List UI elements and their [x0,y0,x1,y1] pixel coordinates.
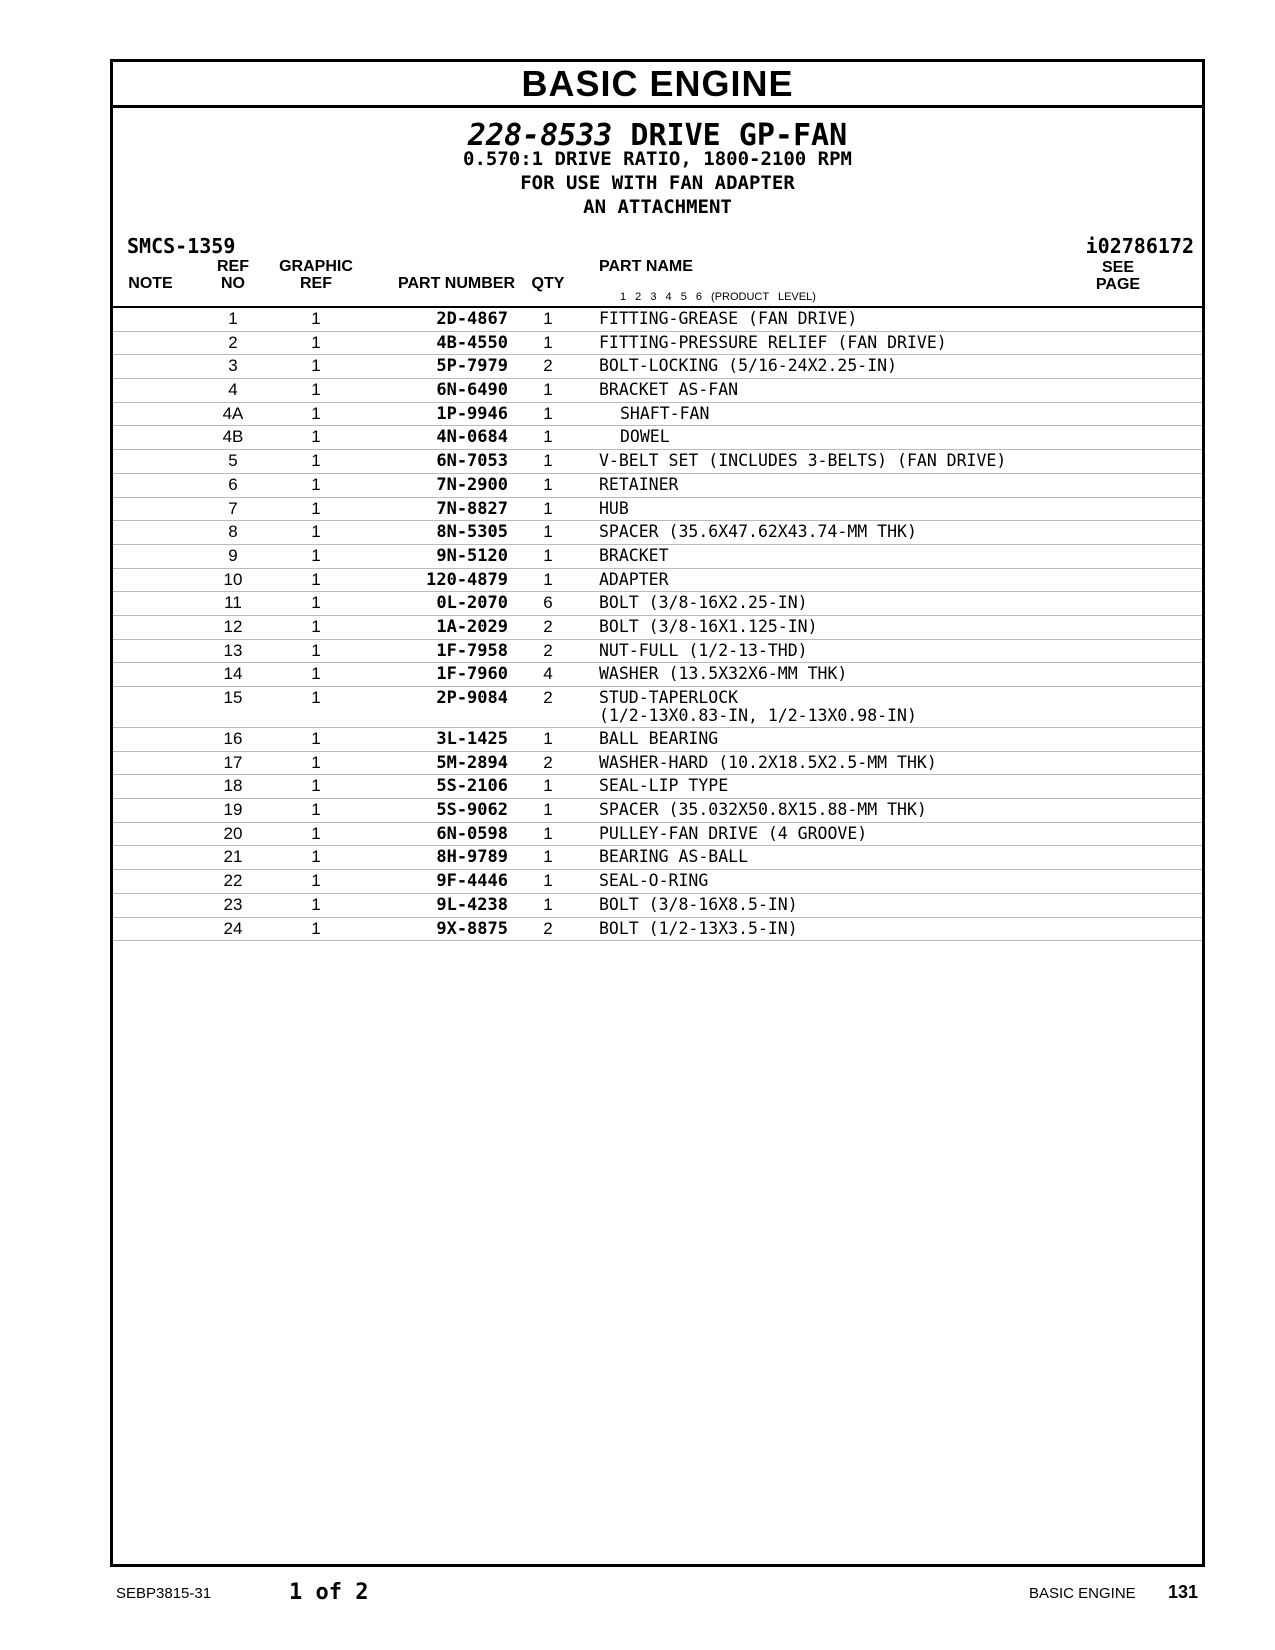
part-number-cell: 1P-9946 [436,403,508,424]
ref-no-cell: 12 [223,616,243,636]
graphic-ref-cell: 1 [311,752,321,772]
part-name-cell: RETAINER [599,474,679,494]
part-number-cell: 4N-0684 [436,427,508,448]
part-number-cell: 1A-2029 [436,616,508,637]
table-row [113,823,1202,847]
ref-no-cell: 17 [223,752,243,772]
part-number-cell: 9F-4446 [436,871,508,892]
part-number-cell: 7N-8827 [436,498,508,519]
part-number-cell: 6N-7053 [436,451,508,472]
part-name-cell: BOLT (3/8-16X8.5-IN) [599,894,798,914]
ref-no-cell: 7 [228,498,238,518]
graphic-ref-cell: 1 [311,688,321,707]
part-name-cell: BOLT (3/8-16X2.25-IN) [599,593,808,613]
footer-section: BASIC ENGINE [1029,1585,1136,1602]
table-row [113,846,1202,870]
part-number-cell: 0L-2070 [436,593,508,614]
part-number-cell: 2D-4867 [436,309,508,329]
graphic-ref-cell: 1 [311,522,321,542]
part-name-cell: SHAFT-FAN [620,403,710,423]
graphic-ref-cell: 1 [311,616,321,636]
part-name-cell: ADAPTER [599,569,669,589]
part-name-cell: BOLT-LOCKING (5/16-24X2.25-IN) [599,356,898,376]
table-row [113,775,1202,799]
part-number-cell: 5S-2106 [436,776,508,797]
header-see-page [1093,259,1143,293]
ref-no-cell: 24 [223,918,243,938]
qty-cell: 1 [543,309,553,328]
ref-no-cell: 15 [223,688,243,707]
ref-no-cell: 4B [222,427,244,447]
table-row [113,640,1202,664]
qty-cell: 1 [543,776,553,796]
ref-no-cell: 5 [228,451,238,471]
header-see-page-line-1: SEE [1101,259,1134,276]
qty-cell: 1 [543,729,553,748]
header-ref-no-line-1: REF [217,258,249,275]
part-name-cell: SEAL-O-RING [599,871,709,891]
graphic-ref-cell: 1 [311,332,321,352]
table-row [113,799,1202,823]
part-number-cell: 9X-8875 [436,918,508,939]
header-part-name: PART NAME [599,258,693,275]
group-line-3: AN ATTACHMENT [583,196,732,218]
table-row [113,545,1202,569]
part-name-cell: WASHER (13.5X32X6-MM THK) [599,664,848,684]
ref-no-cell: 14 [223,664,243,684]
section-title: BASIC ENGINE [113,62,1202,108]
ref-no-cell: 16 [223,729,243,748]
ref-no-cell: 20 [223,823,243,843]
part-number-cell: 8H-9789 [436,847,508,868]
part-name-cell: HUB [599,498,629,518]
header-note: NOTE [128,275,173,292]
graphic-ref-cell: 1 [311,451,321,471]
header-graphic-ref-line-1: GRAPHIC [279,258,353,275]
graphic-ref-cell: 1 [311,918,321,938]
header-graphic-ref [276,258,356,292]
group-name: DRIVE GP-FAN [630,118,848,153]
part-number-cell: 5M-2894 [436,752,508,773]
part-name-cell: FITTING-PRESSURE RELIEF (FAN DRIVE) [599,332,947,352]
ref-no-cell: 18 [223,776,243,796]
part-name-cell: PULLEY-FAN DRIVE (4 GROOVE) [599,823,868,843]
qty-cell: 1 [543,427,553,447]
qty-cell: 1 [543,800,553,820]
group-line-1: 0.570:1 DRIVE RATIO, 1800-2100 RPM [463,148,852,170]
graphic-ref-cell: 1 [311,380,321,400]
ref-no-cell: 10 [223,569,243,589]
footer-page-of: 1 of 2 [289,1580,369,1605]
qty-cell: 1 [543,569,553,589]
graphic-ref-cell: 1 [311,664,321,684]
qty-cell: 1 [543,332,553,352]
part-name-cell: NUT-FULL (1/2-13-THD) [599,640,808,660]
part-name-cell: V-BELT SET (INCLUDES 3-BELTS) (FAN DRIVE) [599,451,1007,471]
part-number-cell: 5S-9062 [436,800,508,821]
part-number-cell: 1F-7960 [436,664,508,685]
ref-no-cell: 23 [223,894,243,914]
part-name-cell: SPACER (35.032X50.8X15.88-MM THK) [599,800,927,820]
qty-cell: 1 [543,474,553,494]
graphic-ref-cell: 1 [311,894,321,914]
page-frame [110,59,1205,1567]
table-row [113,616,1202,640]
part-name-cell: BOLT (1/2-13X3.5-IN) [599,918,798,938]
part-number-cell: 9L-4238 [436,894,508,915]
group-line-2: FOR USE WITH FAN ADAPTER [520,172,795,194]
table-row [113,379,1202,403]
footer-page-number: 131 [1168,1582,1199,1602]
part-number-cell: 4B-4550 [436,332,508,353]
qty-cell: 1 [543,823,553,843]
graphic-ref-cell: 1 [311,776,321,796]
graphic-ref-cell: 1 [311,640,321,660]
table-row [113,355,1202,379]
part-number-cell: 120-4879 [426,569,508,590]
table-row [113,687,1202,728]
part-name-cell: SEAL-LIP TYPE [599,776,729,796]
part-number-cell: 7N-2900 [436,474,508,495]
table-row [113,403,1202,427]
table-row [113,592,1202,616]
part-number-cell: 8N-5305 [436,522,508,543]
part-number-cell: 3L-1425 [436,729,508,749]
group-number: 228-8533 [467,118,613,153]
qty-cell: 2 [543,640,553,660]
graphic-ref-cell: 1 [311,427,321,447]
graphic-ref-cell: 1 [311,498,321,518]
table-row [113,332,1202,356]
ref-no-cell: 9 [228,545,238,565]
part-number-cell: 6N-0598 [436,823,508,844]
qty-cell: 1 [543,894,553,914]
part-name-cell: BRACKET [599,545,669,565]
parts-table-body [113,308,1202,941]
table-row [113,450,1202,474]
part-name-cell: BEARING AS-BALL [599,847,749,867]
part-number-cell: 2P-9084 [436,688,508,708]
qty-cell: 2 [543,688,553,707]
qty-cell: 1 [543,871,553,891]
part-name-cell: FITTING-GREASE (FAN DRIVE) [599,309,858,328]
header-product-level: 1 2 3 4 5 6 (PRODUCT LEVEL) [620,291,816,303]
part-name-cell: BOLT (3/8-16X1.125-IN) [599,616,818,636]
header-qty: QTY [531,275,565,292]
graphic-ref-cell: 1 [311,847,321,867]
table-row [113,663,1202,687]
table-row [113,569,1202,593]
qty-cell: 1 [543,380,553,400]
ref-no-cell: 3 [228,356,238,376]
ref-no-cell: 11 [224,593,242,613]
header-ref-no-line-2: NO [221,275,245,292]
table-row [113,498,1202,522]
ref-no-cell: 4 [228,380,238,400]
part-number-cell: 5P-7979 [436,356,508,377]
qty-cell: 2 [543,616,553,636]
graphic-ref-cell: 1 [311,593,321,613]
part-number-cell: 6N-6490 [436,380,508,401]
qty-cell: 1 [543,451,553,471]
ref-no-cell: 2 [228,332,238,352]
qty-cell: 6 [543,593,553,613]
info-id: i02786172 [1085,234,1194,258]
header-ref-no [208,258,258,292]
ref-no-cell: 19 [223,800,243,820]
header-see-page-line-2: PAGE [1095,276,1141,293]
part-number-cell: 9N-5120 [436,545,508,566]
graphic-ref-cell: 1 [311,569,321,589]
ref-no-cell: 22 [223,871,243,891]
table-row [113,426,1202,450]
graphic-ref-cell: 1 [311,823,321,843]
qty-cell: 1 [543,545,553,565]
qty-cell: 2 [543,356,553,376]
qty-cell: 1 [543,522,553,542]
graphic-ref-cell: 1 [311,800,321,820]
table-row [113,308,1202,332]
qty-cell: 2 [543,918,553,938]
ref-no-cell: 21 [223,847,243,867]
graphic-ref-cell: 1 [311,545,321,565]
graphic-ref-cell: 1 [311,309,321,328]
graphic-ref-cell: 1 [311,871,321,891]
qty-cell: 4 [543,664,553,684]
table-row [113,474,1202,498]
ref-no-cell: 13 [223,640,243,660]
qty-cell: 1 [543,498,553,518]
graphic-ref-cell: 1 [311,403,321,423]
table-row [113,728,1202,752]
table-row [113,870,1202,894]
graphic-ref-cell: 1 [311,356,321,376]
header-part-number: PART NUMBER [397,275,515,292]
part-name-cell: BALL BEARING [599,729,719,748]
qty-cell: 2 [543,752,553,772]
part-name-cell: SPACER (35.6X47.62X43.74-MM THK) [599,522,917,542]
graphic-ref-cell: 1 [311,729,321,748]
part-name-cell: DOWEL [620,427,670,447]
part-name-cell: BRACKET AS-FAN [599,380,739,400]
ref-no-cell: 4A [222,403,244,423]
part-name-cell: WASHER-HARD (10.2X18.5X2.5-MM THK) [599,752,937,772]
smcs-code: SMCS-1359 [127,234,236,258]
qty-cell: 1 [543,847,553,867]
qty-cell: 1 [543,403,553,423]
table-row [113,918,1202,942]
ref-no-cell: 6 [228,474,238,494]
part-name-cell: STUD-TAPERLOCK (1/2-13X0.83-IN, 1/2-13X0.98-IN) [599,688,917,725]
graphic-ref-cell: 1 [311,474,321,494]
table-row [113,752,1202,776]
table-row [113,894,1202,918]
footer-doc-id: SEBP3815-31 [116,1585,212,1602]
ref-no-cell: 8 [228,522,238,542]
part-number-cell: 1F-7958 [436,640,508,661]
table-row [113,521,1202,545]
ref-no-cell: 1 [228,309,238,328]
header-graphic-ref-line-2: REF [300,275,332,292]
